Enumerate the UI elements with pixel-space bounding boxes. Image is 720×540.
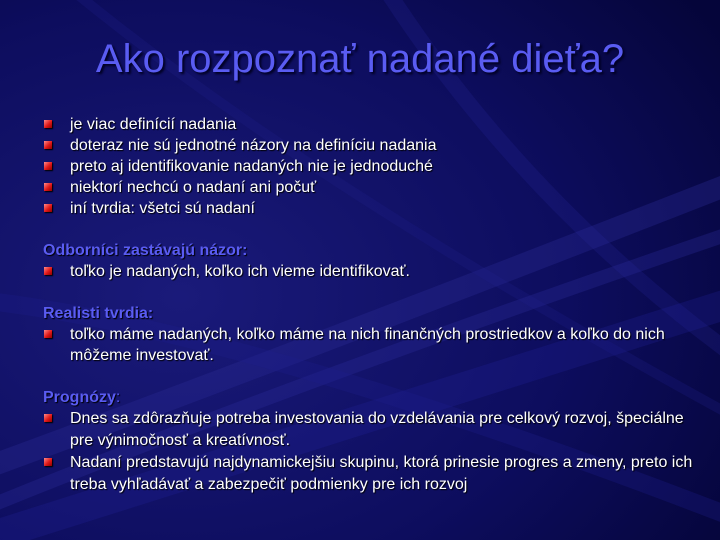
prognoses-heading-text: Prognózy [43,389,116,406]
bullet-icon [44,414,52,422]
experts-list [43,261,708,282]
bullet-icon [44,162,52,170]
intro-list [43,114,708,219]
bullet-icon [44,204,52,212]
slide-title: Ako rozpoznať nadané dieťa? [95,37,625,81]
list-item [43,177,708,198]
bullet-icon [44,330,52,338]
bullet-icon [44,458,52,466]
list-item [43,408,708,452]
bullet-icon [44,141,52,149]
list-item-text: iní tvrdia: všetci sú nadaní [70,200,255,217]
bullet-icon [44,267,52,275]
list-item [43,135,708,156]
list-item-text: doteraz nie sú jednotné názory na definíciu nadania [70,137,437,154]
realists-list [43,324,708,366]
prognoses-heading-colon: : [115,389,121,406]
realists-heading: Realisti tvrdia: [43,305,154,322]
list-item-text: je viac definícií nadania [70,116,237,133]
bullet-icon [44,183,52,191]
prognoses-heading [43,387,708,408]
bullet-icon [44,120,52,128]
prognoses-list [43,408,708,496]
list-item [43,261,708,282]
list-item-text: Dnes sa zdôrazňuje potreba investovania do vzdelávania pre celkový rozvoj, špeciálne pre výnimočnosť a kreatívnosť. [70,410,684,449]
list-item-text: niektorí nechcú o nadaní ani počuť [70,179,317,196]
experts-heading: Odborníci zastávajú názor: [43,242,248,259]
list-item [43,324,708,366]
list-item-text: preto aj identifikovanie nadaných nie je jednoduché [70,158,433,175]
list-item [43,198,708,219]
list-item-text: Nadaní predstavujú najdynamickejšiu skupinu, ktorá prinesie progres a zmeny, preto ich treba vyhľadávať a zabezpečiť podmienky pre ich rozvoj [70,454,693,493]
list-item [43,452,708,496]
list-item-text: toľko je nadaných, koľko ich vieme identifikovať. [70,263,410,280]
list-item-text: toľko máme nadaných, koľko máme na nich finančných prostriedkov a koľko do nich môžeme investovať. [70,326,665,364]
list-item [43,156,708,177]
list-item [43,114,708,135]
slide-content [43,114,708,496]
